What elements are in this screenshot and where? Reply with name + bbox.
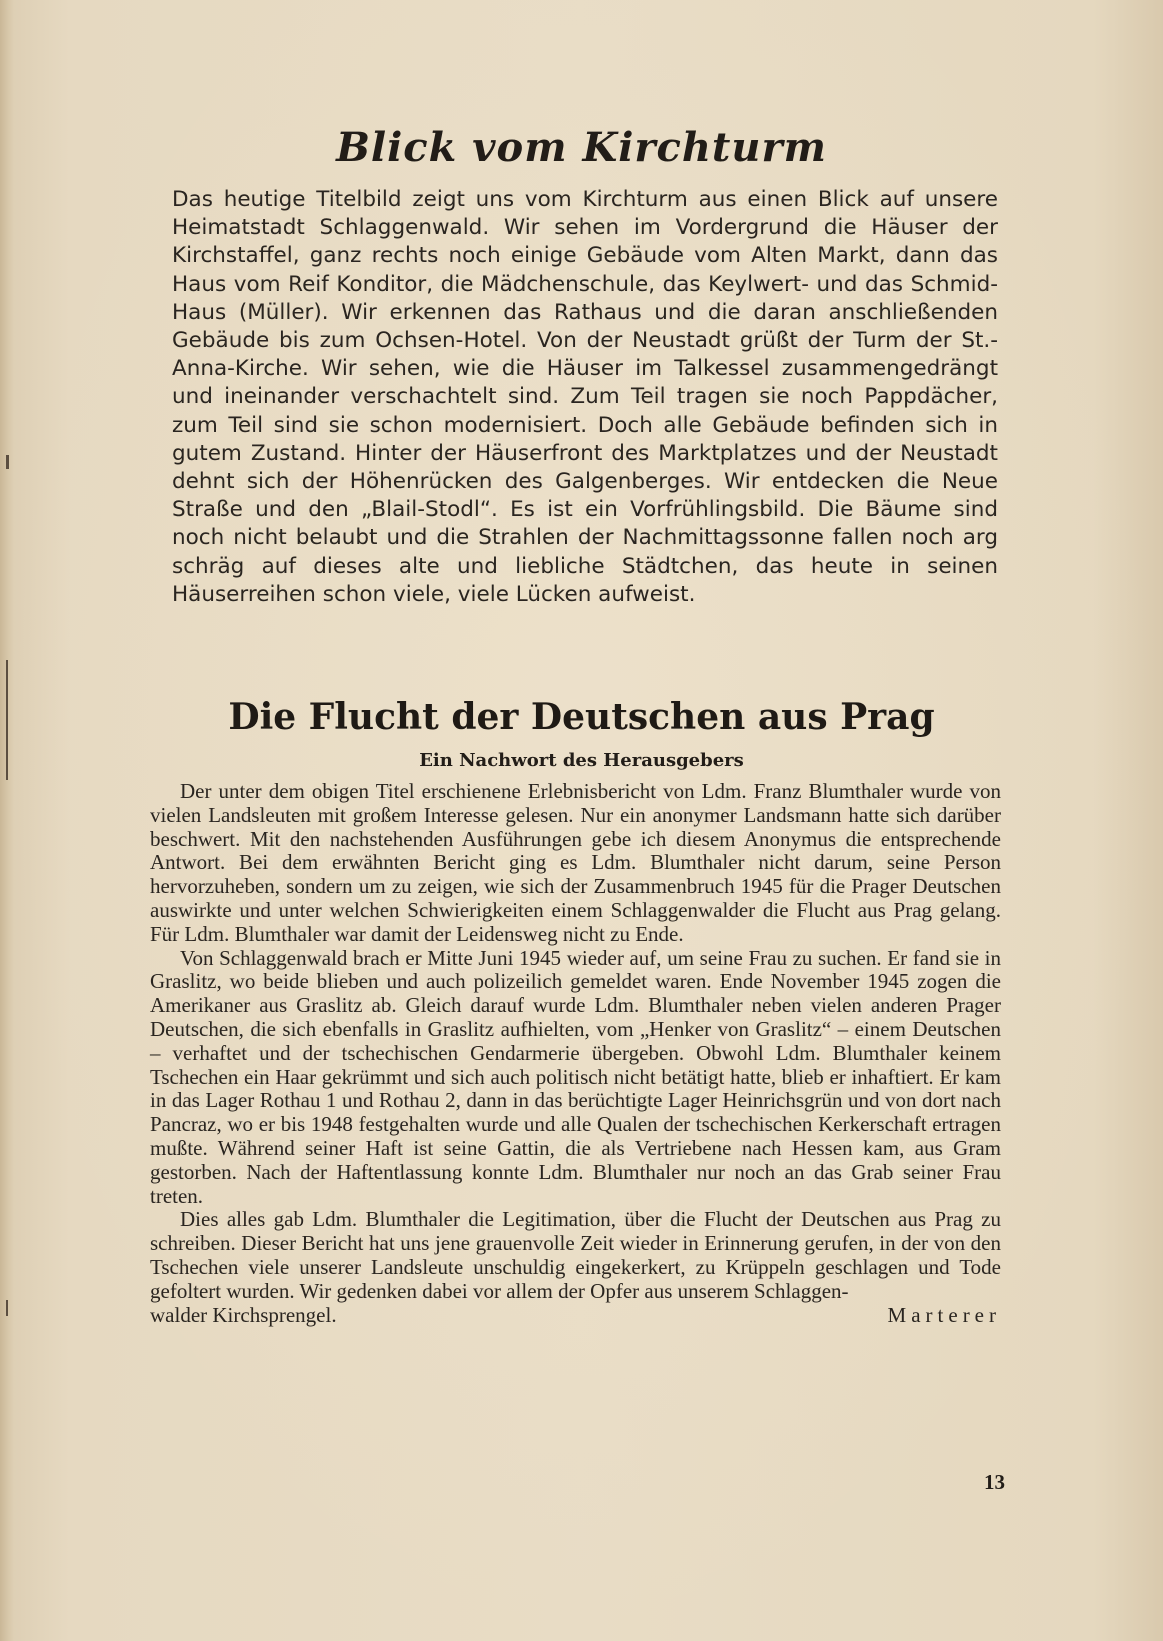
author-signature: Marterer <box>887 1302 1001 1327</box>
article-title-blick-vom-kirchturm: Blick vom Kirchturm <box>336 124 827 171</box>
article-paragraph: Der unter dem obigen Titel erschienene Erlebnisbericht von Ldm. Franz Blumthaler wurde von vielen Landsleuten mit großem Interesse gelesen. Nur ein anonymer Landsmann hatte sich darüber beschwert. Mit den nachstehenden Ausführungen gebe ich diesem Anonymus die entsprechende Antwort. Bei dem erwähnten Bericht ging es Ldm. Blumthaler nicht darum, seine Person hervorzuheben, sondern um zu zeigen, wie sich der Zusammenbruch 1945 für die Prager Deutschen auswirkte und unter welchen Schwierigkeiten einem Schlaggenwalder die Flucht aus Prag gelang. Für Ldm. Blumthaler war damit der Leidensweg nicht zu Ende. <box>150 779 1001 946</box>
article-paragraph: Das heutige Titelbild zeigt uns vom Kirchturm aus einen Blick auf unsere Heimatstadt Schlaggenwald. Wir sehen im Vordergrund die Häuser der Kirchstaffel, ganz rechts noch einige Gebäude vom Alten Markt, dann das Haus vom Reif Konditor, die Mädchenschule, das Keylwert- und das Schmid-Haus (Müller). Wir erkennen das Rathaus und die daran anschließenden Gebäude bis zum Ochsen-Hotel. Von der Neustadt grüßt der Turm der St.-Anna-Kirche. Wir sehen, wie die Häuser im Talkessel zusammengedrängt und ineinander verschachtelt sind. Zum Teil tragen sie noch Pappdächer, zum Teil sind sie schon modernisiert. Doch alle Gebäude befinden sich in gutem Zustand. Hinter der Häuserfront des Marktplatzes und der Neustadt dehnt sich der Höhenrücken des Galgenberges. Wir entdecken die Neue Straße und den „Blail-Stodl“. Es ist ein Vorfrühlingsbild. Die Bäume sind noch nicht belaubt und die Strahlen der Nachmittagssonne fallen noch arg schräg auf dieses alte und liebliche Städtchen, das heute in seinen Häuserreihen schon viele, viele Lücken aufweist. <box>172 187 998 607</box>
article-subtitle: Ein Nachwort des Herausgebers <box>419 750 744 771</box>
article-closing-line <box>150 1304 1001 1328</box>
binding-mark <box>6 455 9 469</box>
article-paragraph: Dies alles gab Ldm. Blumthaler die Legitimation, über die Flucht der Deutschen aus Prag zu schreiben. Dieser Bericht hat uns jene grauenvolle Zeit wieder in Erinnerung gerufen, in der von den Tschechen viele unserer Landsleute unschuldig eingekerkert, zu Krüppeln geschlagen und Tode gefoltert wurden. Wir gedenken dabei vor allem der Opfer aus unserem Schlaggen- <box>150 1207 1001 1303</box>
article-paragraph: Von Schlaggenwald brach er Mitte Juni 1945 wieder auf, um seine Frau zu suchen. Er fand sie in Graslitz, wo beide blieben und auch polizeilich gemeldet waren. Ende November 1945 zogen die Amerikaner aus Graslitz ab. Gleich darauf wurde Ldm. Blumthaler neben vielen anderen Prager Deutschen, die sich ebenfalls in Graslitz aufhielten, vom „Henker von Graslitz“ – einem Deutschen – verhaftet und der tschechischen Gendarmerie übergeben. Obwohl Ldm. Blumthaler keinem Tschechen ein Haar gekrümmt und sich auch politisch nicht betätigt hatte, blieb er inhaftiert. Er kam in das Lager Rothau 1 und Rothau 2, dann in das berüchtigte Lager Heinrichsgrün und von dort nach Pancraz, wo er bis 1948 festgehalten wurde und alle Qualen der tschechischen Kerkerschaft ertragen mußte. Während seiner Haft ist seine Gattin, die als Vertriebene nach Hessen kam, aus Gram gestorben. Nach der Haftentlassung konnte Ldm. Blumthaler nur noch an das Grab seiner Frau treten. <box>150 945 1001 1208</box>
binding-edge <box>0 0 14 1641</box>
article-body <box>150 780 1001 1327</box>
closing-text: walder Kirchsprengel. <box>150 1302 337 1327</box>
binding-mark <box>6 1300 8 1316</box>
page-number: 13 <box>984 1470 1005 1494</box>
article-title-flucht-aus-prag: Die Flucht der Deutschen aus Prag <box>228 696 935 738</box>
